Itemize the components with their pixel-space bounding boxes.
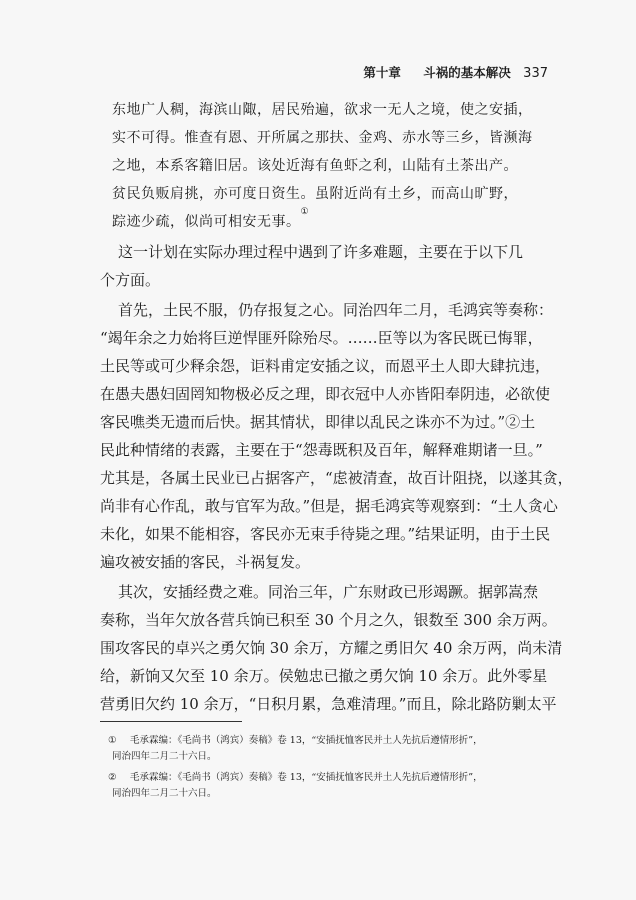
chapter-label: 第十章 (363, 65, 401, 80)
page-number: 337 (523, 66, 548, 81)
body-line: 其次，安插经费之难。同治三年，广东财政已形竭蹶。据郭嵩焘 (118, 583, 539, 601)
body-line: 民此种情绪的表露，主要在于“怨毒既积及百年，解释难期诸一旦。” (100, 441, 543, 459)
body-line: 首先，土民不服，仍存报复之心。同治四年二月，毛鸿宾等奏称： (118, 301, 554, 319)
footnote-text: 毛承霖编：《毛尚书（鸿宾）奏稿》卷 13，“安插抚恤客民并土人先抗后遵情形折”， (130, 772, 483, 783)
quote-line: 之地，本系客籍旧居。该处近海有鱼虾之利，山陆有土茶出产。 (112, 158, 518, 174)
footnote-ref: ① (300, 207, 310, 217)
quote-line: 东地广人稠，海滨山陬，居民殆遍，欲求一无人之境，使之安插， (112, 102, 533, 118)
body-line: 客民噍类无遗而后快。据其情状，即律以乱民之诛亦不为过。”②土 (100, 413, 536, 431)
footnote-mark: ② (108, 772, 117, 783)
quote-line-text: 踪迹少疏，似尚可相安无事。 (112, 214, 301, 230)
body-line: 在愚夫愚妇固罔知物极必反之理，即衣冠中人亦皆阳奉阴违，必欲使 (100, 385, 551, 403)
body-line: 遍攻被安插的客民，斗祸复发。 (100, 553, 311, 571)
footnote-divider (100, 721, 242, 722)
chapter-title: 斗祸的基本解决 (423, 65, 511, 80)
running-header (363, 63, 548, 81)
body-line: 围攻客民的卓兴之勇欠饷 30 余万，方耀之勇旧欠 40 余万两，尚未清 (100, 639, 563, 657)
body-line: 个方面。 (100, 271, 161, 289)
body-line: 土民等或可少释余怨，讵料甫定安插之议，而恩平土人即大肆抗违， (100, 357, 551, 375)
body-line: 奏称，当年欠放各营兵饷已积至 30 个月之久，银数至 300 余万两。 (100, 611, 557, 629)
footnote-1-line-1 (108, 733, 552, 748)
footnote-2-line-2: 同治四年二月二十六日。 (112, 788, 217, 799)
quote-line: 实不可得。惟查有恩、开所属之那扶、金鸡、赤水等三乡，皆濒海 (112, 130, 533, 146)
body-line: 未化，如果不能相容，客民亦无束手待毙之理。”结果证明，由于土民 (100, 525, 551, 543)
body-line: 尚非有心作乱，敢与官军为敌。”但是，据毛鸿宾等观察到：“土人贪心 (100, 497, 558, 515)
quote-line-last (112, 208, 542, 236)
body-line: 尤其是，各属土民业已占据客产，“虑被清查，故百计阻挠，以遂其贪， (100, 469, 573, 487)
footnote-mark: ① (108, 735, 117, 746)
body-line: 营勇旧欠约 10 余万，“日积月累，急难清理。”而且，除北路防剿太平 (100, 695, 557, 713)
footnote-text: 毛承霖编：《毛尚书（鸿宾）奏稿》卷 13，“安插抚恤客民并土人先抗后遵情形折”， (130, 735, 483, 746)
body-line: 这一计划在实际办理过程中遇到了许多难题，主要在于以下几 (118, 243, 524, 261)
body-line: “竭年余之力始将巨逆悍匪歼除殆尽。……臣等以为客民既已悔罪， (100, 329, 543, 347)
body-line: 给，新饷又欠至 10 余万。侯勉忠已撤之勇欠饷 10 余万。此外零星 (100, 667, 548, 685)
quote-line: 贫民负贩肩挑，亦可度日资生。虽附近尚有土乡，而高山旷野， (112, 186, 518, 202)
footnote-1-line-2: 同治四年二月二十六日。 (112, 751, 217, 762)
footnote-2-line-1 (108, 770, 552, 785)
